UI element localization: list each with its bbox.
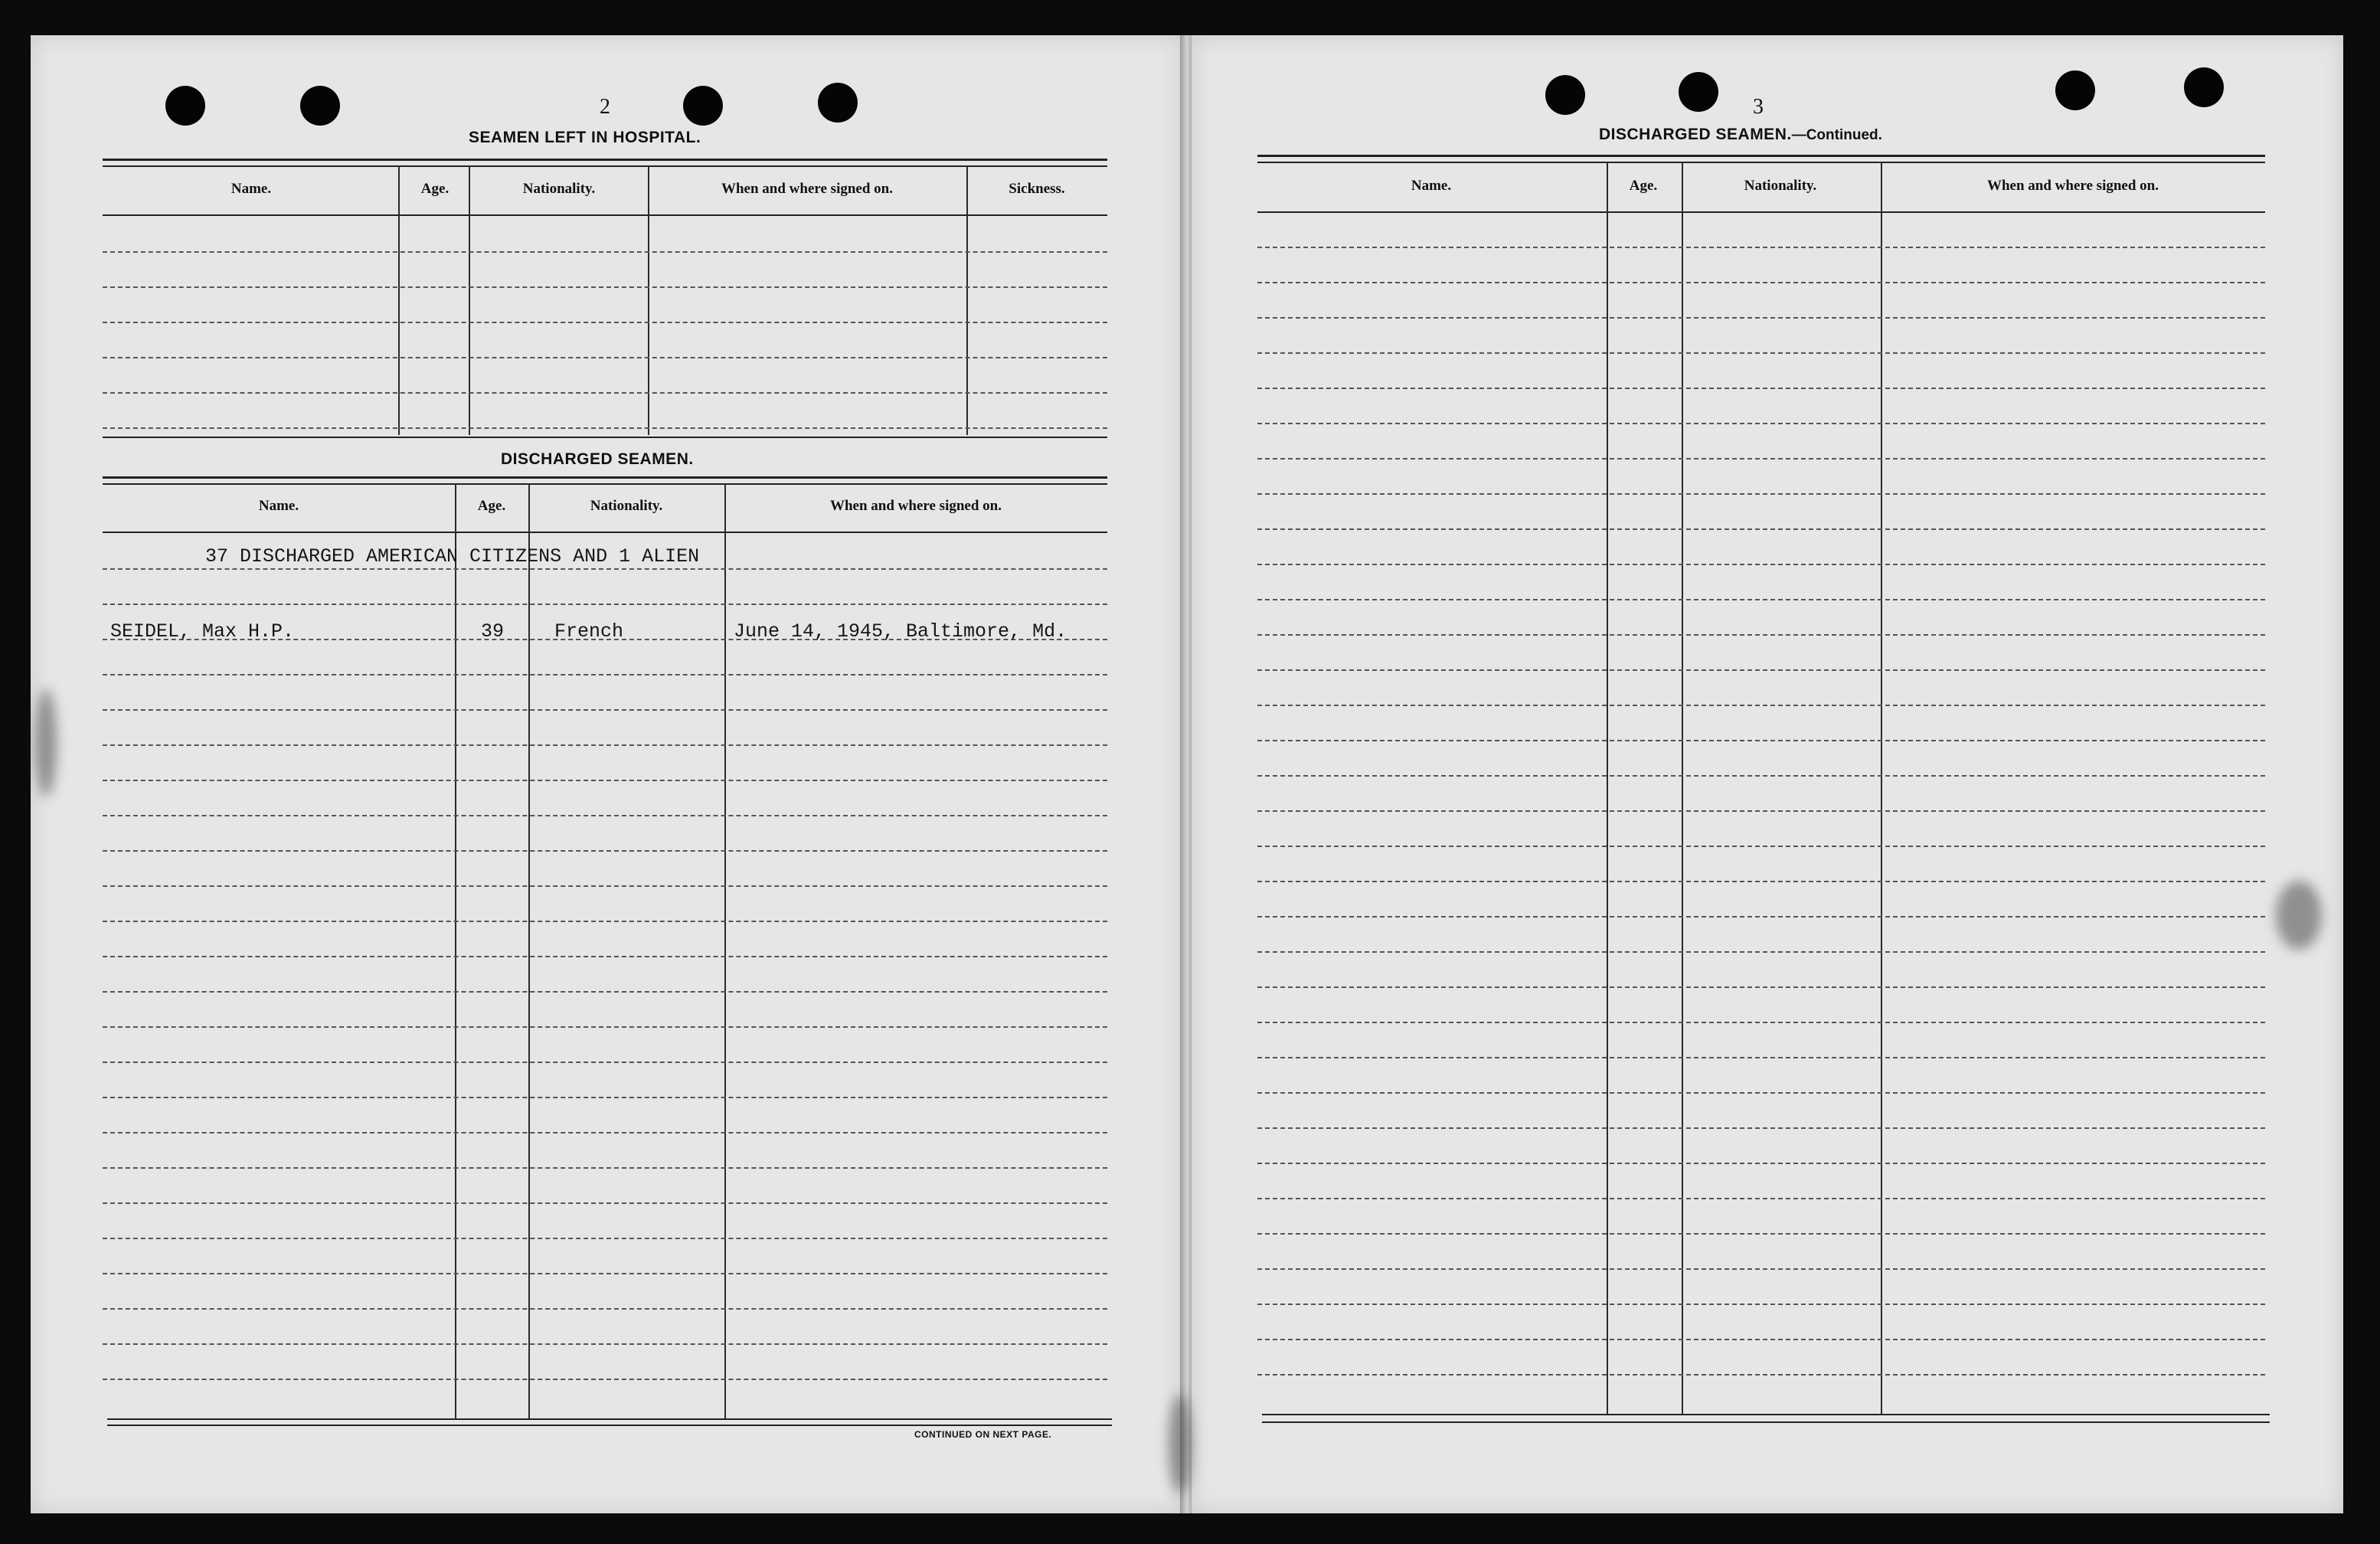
- ruled-line: [1257, 986, 2265, 988]
- ruled-line: [103, 1343, 1107, 1345]
- table-bottom-rule: [1262, 1414, 2270, 1415]
- ruled-line: [103, 568, 1107, 570]
- ruled-line: [103, 850, 1107, 852]
- continued-footer: CONTINUED ON NEXT PAGE.: [914, 1429, 1052, 1440]
- ruled-line: [1257, 1198, 2265, 1199]
- column-divider: [1682, 162, 1683, 1415]
- column-header-sickness: Sickness.: [1009, 181, 1065, 197]
- column-header-age: Age.: [477, 498, 506, 514]
- punch-hole: [683, 86, 723, 126]
- ruled-line: [1257, 951, 2265, 953]
- ruled-line: [103, 744, 1107, 746]
- ruled-line: [103, 1308, 1107, 1310]
- ruled-line: [1257, 1268, 2265, 1270]
- column-divider: [1607, 162, 1608, 1415]
- ruled-line: [1257, 599, 2265, 600]
- punch-hole: [818, 83, 858, 123]
- ruled-line: [1257, 1374, 2265, 1376]
- entry-nationality: French: [554, 620, 624, 643]
- entry-signed-on: June 14, 1945, Baltimore, Md.: [734, 620, 1067, 643]
- ruled-line: [103, 1097, 1107, 1098]
- right-section-title-suffix: —Continued.: [1791, 127, 1882, 143]
- ruled-line: [1257, 528, 2265, 530]
- ruled-line: [103, 392, 1107, 394]
- column-header-nationality: Nationality.: [590, 498, 663, 514]
- page-number-left: 2: [600, 95, 610, 119]
- punch-hole: [165, 86, 205, 126]
- punch-hole: [300, 86, 340, 126]
- punch-hole: [2184, 67, 2224, 107]
- page-number-right: 3: [1753, 95, 1764, 119]
- ruled-line: [103, 991, 1107, 993]
- column-header-nationality: Nationality.: [522, 181, 596, 197]
- ruled-line: [1257, 1092, 2265, 1094]
- section-rule: [103, 437, 1107, 438]
- ruled-line: [103, 1238, 1107, 1239]
- ruled-line: [1257, 740, 2265, 741]
- column-divider: [1881, 162, 1882, 1415]
- column-divider: [528, 483, 530, 1419]
- header-underline: [1257, 211, 2265, 213]
- column-header-age: Age.: [420, 181, 450, 197]
- discharged-section-title: DISCHARGED SEAMEN.: [501, 450, 694, 468]
- ink-smudge: [2276, 881, 2322, 950]
- ruled-line: [103, 780, 1107, 781]
- column-header-name: Name.: [1411, 178, 1452, 194]
- ruled-line: [103, 322, 1107, 323]
- column-divider: [724, 483, 726, 1419]
- ruled-line: [103, 1202, 1107, 1204]
- ruled-line: [1257, 669, 2265, 671]
- ruled-line: [103, 921, 1107, 922]
- ruled-line: [1257, 810, 2265, 812]
- ruled-line: [103, 885, 1107, 887]
- column-divider: [398, 165, 400, 435]
- column-header-name: Name.: [258, 498, 299, 514]
- table-top-rule: [103, 159, 1107, 161]
- column-divider: [455, 483, 456, 1419]
- ruled-line: [1257, 317, 2265, 319]
- ruled-line: [1257, 1304, 2265, 1305]
- column-divider: [966, 165, 968, 435]
- right-page: [1192, 35, 2343, 1513]
- column-header-signed-on: When and where signed on.: [1986, 178, 2159, 194]
- ruled-line: [103, 815, 1107, 816]
- ruled-line: [103, 956, 1107, 957]
- ruled-line: [1257, 705, 2265, 706]
- entry-age: 39: [481, 620, 505, 643]
- ruled-line: [1257, 1057, 2265, 1058]
- ruled-line: [103, 1026, 1107, 1028]
- table-top-rule: [103, 476, 1107, 479]
- ruled-line: [103, 251, 1107, 253]
- ruled-line: [103, 709, 1107, 711]
- left-page: [31, 35, 1182, 1513]
- ruled-line: [1257, 247, 2265, 248]
- table-bottom-rule: [107, 1425, 1112, 1426]
- table-top-rule: [1257, 155, 2265, 157]
- ruled-line: [103, 427, 1107, 429]
- ruled-line: [1257, 1163, 2265, 1164]
- right-section-title-text: DISCHARGED SEAMEN.: [1599, 126, 1792, 143]
- ruled-line: [1257, 423, 2265, 424]
- entry-name: SEIDEL, Max H.P.: [110, 620, 295, 643]
- column-divider: [648, 165, 649, 435]
- table-bottom-rule: [1262, 1421, 2270, 1423]
- ruled-line: [1257, 775, 2265, 777]
- punch-hole: [1545, 75, 1585, 115]
- ruled-line: [1257, 1339, 2265, 1340]
- ruled-line: [103, 1379, 1107, 1380]
- punch-hole: [1679, 72, 1718, 112]
- ruled-line: [1257, 1233, 2265, 1235]
- ruled-line: [103, 1132, 1107, 1133]
- ruled-line: [103, 674, 1107, 676]
- ruled-line: [1257, 1127, 2265, 1129]
- ruled-line: [103, 1167, 1107, 1169]
- ruled-line: [1257, 352, 2265, 354]
- column-header-age: Age.: [1629, 178, 1658, 194]
- ruled-line: [1257, 493, 2265, 495]
- ruled-line: [1257, 458, 2265, 460]
- column-header-nationality: Nationality.: [1744, 178, 1817, 194]
- ruled-line: [103, 1273, 1107, 1274]
- ruled-line: [1257, 388, 2265, 389]
- table-bottom-rule: [107, 1418, 1112, 1420]
- ruled-line: [103, 286, 1107, 288]
- right-section-title: [1599, 126, 1882, 144]
- ruled-line: [1257, 881, 2265, 882]
- ink-smudge: [35, 689, 57, 797]
- column-header-signed-on: When and where signed on.: [721, 181, 893, 197]
- ruled-line: [1257, 1022, 2265, 1023]
- ruled-line: [1257, 282, 2265, 283]
- ruled-line: [1257, 916, 2265, 918]
- column-header-signed-on: When and where signed on.: [829, 498, 1002, 514]
- hospital-section-title: SEAMEN LEFT IN HOSPITAL.: [469, 129, 701, 146]
- punch-hole: [2055, 70, 2095, 110]
- column-header-name: Name.: [230, 181, 272, 197]
- header-underline: [103, 532, 1107, 533]
- table-top-rule: [103, 483, 1107, 485]
- table-top-rule: [103, 165, 1107, 167]
- header-underline: [103, 214, 1107, 216]
- ruled-line: [1257, 846, 2265, 847]
- table-top-rule: [1257, 162, 2265, 163]
- ruled-line: [103, 1062, 1107, 1063]
- ruled-line: [1257, 564, 2265, 565]
- column-divider: [469, 165, 470, 435]
- ruled-line: [103, 357, 1107, 358]
- ruled-line: [103, 604, 1107, 605]
- discharged-summary-line: 37 DISCHARGED AMERICAN CITIZENS AND 1 ALIEN: [205, 545, 700, 568]
- ruled-line: [1257, 634, 2265, 636]
- ink-smudge: [1169, 1394, 1192, 1493]
